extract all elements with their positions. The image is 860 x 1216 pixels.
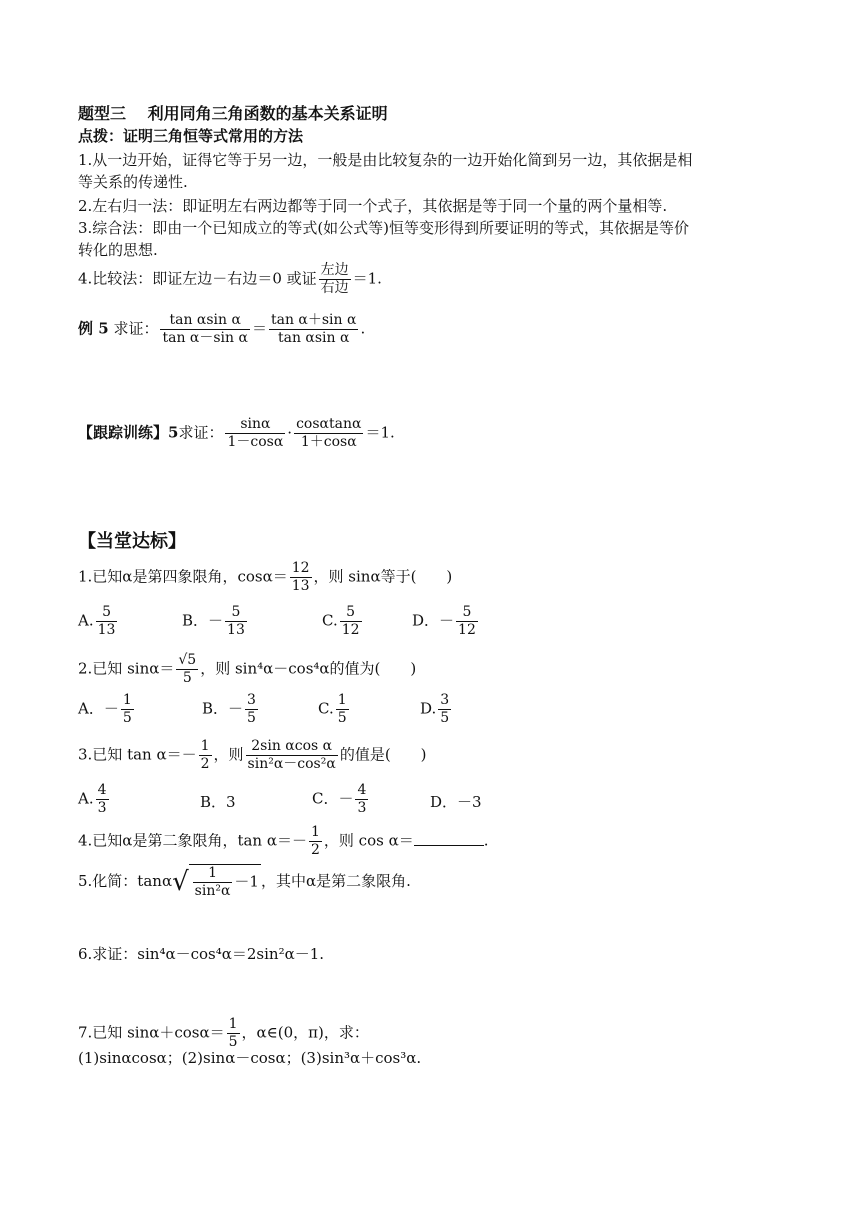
example-5-label: 例 5: [78, 319, 109, 338]
q5-suffix: ，其中α是第二象限角.: [260, 872, 411, 890]
practice-5-prefix: 求证：: [178, 423, 224, 442]
practice-5-fraction-right: [294, 416, 363, 451]
q3-prefix: 3.已知 tan α＝－: [78, 745, 197, 764]
fraction-numerator: 1: [208, 865, 217, 881]
class-target-heading: 【当堂达标】: [78, 531, 186, 552]
option-fraction: [225, 604, 247, 639]
q1-option-d[interactable]: [412, 604, 480, 639]
option-label: C．－: [312, 789, 354, 808]
fraction-denominator: 13: [97, 622, 116, 638]
option-fraction: [340, 604, 362, 639]
fraction-numerator: 1: [122, 692, 132, 708]
fraction-denominator: 12: [341, 622, 360, 638]
q7-suffix: ，α∈(0，π)，求：: [241, 1023, 369, 1042]
fraction-numerator: 2sin αcos α: [251, 738, 333, 754]
option-fraction: [245, 692, 258, 727]
q2-option-a[interactable]: [78, 692, 136, 727]
fraction-denominator: 5: [122, 710, 132, 726]
option-fraction: [355, 782, 368, 817]
q3-fraction-expression: [246, 738, 338, 773]
q1-fraction: [290, 560, 312, 595]
q2-fraction: [176, 652, 198, 687]
example-5-prefix: 求证：: [113, 319, 159, 338]
q3-option-d[interactable]: D．－3: [430, 793, 482, 811]
fraction-denominator: 5: [440, 710, 450, 726]
fraction-numerator: 4: [97, 782, 107, 798]
q1-option-c[interactable]: [322, 604, 364, 639]
option-label: A.: [78, 611, 94, 630]
section-title: 题型三 利用同角三角函数的基本关系证明: [78, 104, 388, 123]
q4-fraction: [309, 824, 322, 859]
question-5: [78, 864, 411, 900]
question-3: [78, 738, 427, 773]
option-label: C.: [322, 611, 338, 630]
q3-option-a[interactable]: [78, 782, 111, 817]
fraction-numerator: sinα: [240, 416, 271, 432]
sqrt-radicand: [189, 864, 261, 900]
q5-fraction: [193, 865, 233, 900]
method-3-line-2: 转化的思想.: [78, 241, 158, 259]
q1-option-b[interactable]: [182, 604, 249, 639]
fraction-numerator: tan α＋sin α: [270, 312, 357, 328]
method-4-numerator: 左边: [320, 262, 349, 278]
q5-inner-suffix: －1: [234, 872, 259, 891]
option-label: C.: [318, 699, 334, 718]
fraction-numerator: 4: [357, 782, 367, 798]
question-6: 6.求证：sin⁴α－cos⁴α＝2sin²α－1.: [78, 945, 325, 963]
method-1-line-2: 等关系的传递性.: [78, 173, 188, 191]
method-4: [78, 262, 382, 297]
fraction-numerator: 12: [291, 560, 310, 576]
q1-prefix: 1.已知α是第四象限角，cosα＝: [78, 567, 288, 586]
fraction-denominator: 12: [458, 622, 476, 638]
q2-option-c[interactable]: [318, 692, 351, 727]
fraction-denominator: 5: [247, 710, 256, 726]
question-1: [78, 560, 452, 595]
period: .: [360, 319, 366, 338]
fraction-denominator: 5: [228, 1034, 238, 1050]
q3-option-b[interactable]: B．3: [200, 793, 236, 811]
example-5: [78, 312, 365, 347]
multiply-dot: ·: [287, 423, 293, 442]
sqrt-sign: √: [172, 867, 189, 897]
option-fraction: [96, 604, 118, 639]
fraction-numerator: tan αsin α: [169, 312, 241, 328]
option-fraction: [121, 692, 134, 727]
option-label: B．－: [202, 699, 244, 718]
option-fraction: [456, 604, 478, 639]
fraction-denominator: 3: [357, 800, 367, 816]
question-7-parts: (1)sinαcosα；(2)sinα－cosα；(3)sin³α＋cos³α.: [78, 1049, 422, 1067]
fraction-numerator: cosαtanα: [296, 416, 362, 432]
fraction-numerator: 5: [102, 604, 111, 620]
method-3-line-1: 3.综合法：即由一个已知成立的等式(如公式等)恒等变形得到所要证明的等式，其依据是等价: [78, 219, 690, 237]
fraction-numerator: 1: [200, 738, 210, 754]
question-4: [78, 824, 488, 859]
fraction-denominator: 5: [176, 669, 198, 687]
q7-prefix: 7.已知 sinα＋cosα＝: [78, 1023, 225, 1042]
option-label: D．－: [412, 611, 455, 630]
fraction-numerator: 1: [310, 824, 320, 840]
method-4-prefix: 4.比较法：即证左边－右边＝0 或证: [78, 269, 317, 288]
question-2: [78, 652, 416, 687]
q4-answer-blank[interactable]: [414, 831, 484, 846]
q5-sqrt: [172, 864, 261, 900]
q3-suffix: 的值是( ): [339, 745, 427, 764]
fraction-denominator: 2: [310, 842, 320, 858]
fraction-numerator: 3: [440, 692, 450, 708]
method-2: 2.左右归一法：即证明左右两边都等于同一个式子，其依据是等于同一个量的两个量相等.: [78, 197, 668, 215]
fraction-numerator: 5: [346, 604, 356, 620]
q4-mid: ，则 cos α＝: [323, 831, 414, 850]
method-4-fraction: [319, 262, 351, 297]
q7-fraction: [227, 1016, 240, 1051]
option-fraction: [438, 692, 451, 727]
question-7: [78, 1016, 369, 1051]
q5-prefix: 5.化简：tanα: [78, 872, 173, 890]
fraction-numerator: 5: [462, 604, 472, 620]
fraction-denominator: tan α－sin α: [162, 330, 248, 346]
fraction-numerator: 5: [231, 604, 241, 620]
fraction-denominator: 13: [291, 578, 310, 594]
fraction-denominator: 1－cosα: [227, 434, 284, 450]
practice-5-fraction-left: [225, 416, 285, 451]
q3-mid: ，则: [213, 745, 244, 764]
fraction-denominator: 13: [227, 622, 245, 638]
fraction-denominator: 2: [200, 756, 210, 772]
q2-suffix: ，则 sin⁴α－cos⁴α的值为( ): [200, 659, 417, 678]
practice-5: [78, 416, 395, 451]
fraction-denominator: sin²α: [194, 883, 231, 899]
q3-fraction-given: [199, 738, 212, 773]
method-heading: 点拨：证明三角恒等式常用的方法: [78, 127, 304, 145]
method-4-denominator: 右边: [320, 280, 349, 296]
period: .: [483, 831, 489, 850]
example-5-fraction-right: [269, 312, 358, 347]
practice-5-label: 【跟踪训练】5: [78, 423, 179, 442]
q4-prefix: 4.已知α是第二象限角，tan α＝－: [78, 831, 307, 850]
q1-option-a[interactable]: [78, 604, 119, 639]
q1-suffix: ，则 sinα等于( ): [313, 567, 453, 586]
fraction-denominator: 1＋cosα: [294, 433, 363, 451]
option-fraction: [96, 782, 109, 817]
option-label: B．－: [182, 611, 224, 630]
equals-sign: ＝: [251, 319, 267, 338]
method-1-line-1: 1.从一边开始，证得它等于另一边，一般是由比较复杂的一边开始化简到另一边，其依据是相: [78, 151, 693, 169]
option-label: A．－: [78, 699, 119, 718]
fraction-numerator: 3: [247, 692, 256, 708]
q3-option-c[interactable]: [312, 782, 370, 817]
q2-option-d[interactable]: [420, 692, 453, 727]
example-5-fraction-left: [160, 312, 249, 347]
fraction-denominator: tan αsin α: [269, 329, 358, 347]
fraction-denominator: 5: [337, 710, 347, 726]
q2-option-b[interactable]: [202, 692, 260, 727]
q2-prefix: 2.已知 sinα＝: [78, 659, 175, 678]
practice-5-suffix: ＝1.: [365, 423, 395, 442]
method-4-suffix: ＝1.: [352, 269, 382, 288]
fraction-numerator: 1: [228, 1016, 238, 1032]
fraction-numerator: 1: [337, 692, 347, 708]
fraction-numerator: √5: [178, 652, 197, 668]
option-fraction: [336, 692, 349, 727]
option-label: D.: [420, 699, 437, 718]
fraction-denominator: sin²α－cos²α: [247, 756, 336, 772]
fraction-denominator: 3: [97, 800, 107, 816]
option-label: A.: [78, 789, 94, 808]
